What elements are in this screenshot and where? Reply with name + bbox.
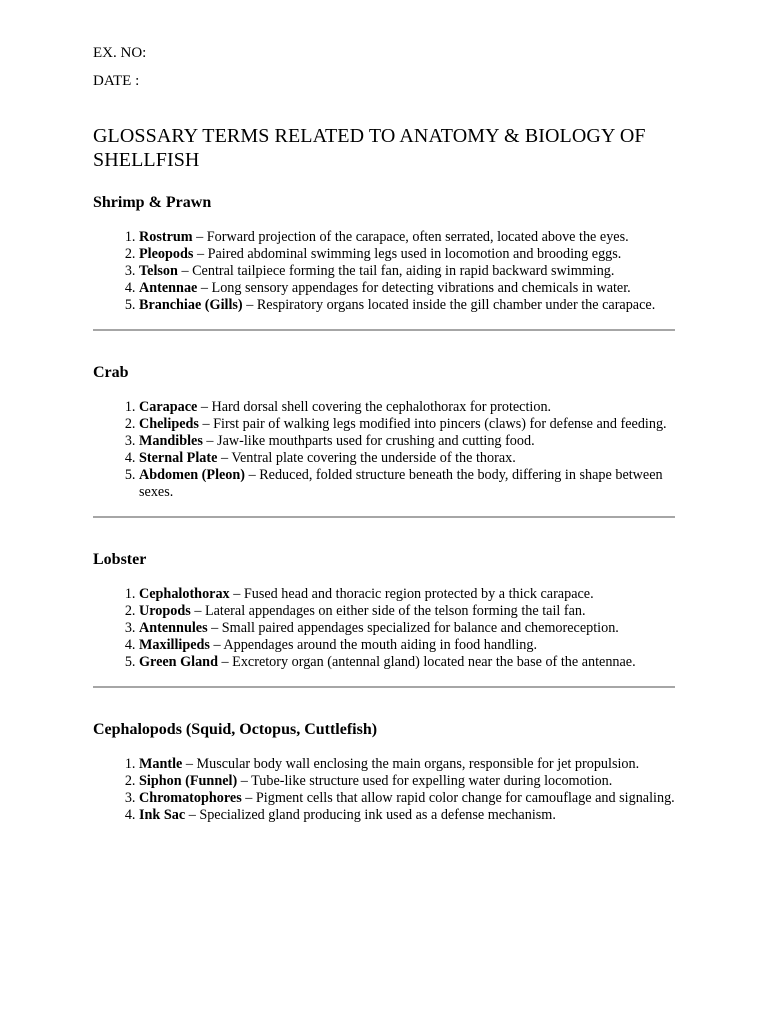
section-divider: [93, 686, 675, 688]
list-item: [139, 297, 675, 314]
list-item: [139, 450, 675, 467]
list-item: [139, 637, 675, 654]
term-name: Green Gland: [139, 654, 218, 670]
term-definition: – Fused head and thoracic region protected by a thick carapace.: [229, 586, 594, 602]
term-definition: – Muscular body wall enclosing the main organs, responsible for jet propulsion.: [182, 756, 640, 772]
list-item: [139, 654, 675, 671]
term-name: Branchiae (Gills): [139, 297, 243, 313]
list-item: [139, 586, 675, 603]
term-definition: – Pigment cells that allow rapid color change for camouflage and signaling.: [241, 790, 675, 806]
term-name: Antennules: [139, 620, 208, 636]
list-item: [139, 467, 675, 501]
term-name: Cephalothorax: [139, 586, 230, 602]
term-name: Chromatophores: [139, 790, 242, 806]
term-definition: – Appendages around the mouth aiding in food handling.: [209, 637, 537, 653]
list-item: [139, 603, 675, 620]
list-item: [139, 773, 675, 790]
section-divider: [93, 516, 675, 518]
section-heading: Crab: [93, 364, 129, 381]
list-item: [139, 433, 675, 450]
section-heading: Shrimp & Prawn: [93, 194, 212, 211]
exercise-number-label: EX. NO:: [93, 45, 147, 61]
term-definition: – Respiratory organs located inside the gill chamber under the carapace.: [242, 297, 656, 313]
list-item: [139, 399, 675, 416]
section-divider: [93, 329, 675, 331]
list-item: [139, 416, 675, 433]
term-definition: – Tube-like structure used for expelling water during locomotion.: [237, 773, 613, 789]
term-definition: – Excretory organ (antennal gland) located near the base of the antennae.: [217, 654, 636, 670]
list-item: [139, 229, 675, 246]
list-item: [139, 756, 675, 773]
document-title: GLOSSARY TERMS RELATED TO ANATOMY & BIOLOGY OF SHELLFISH: [93, 125, 646, 171]
term-definition: – Central tailpiece forming the tail fan, aiding in rapid backward swimming.: [177, 263, 615, 279]
section-lobster: [93, 550, 675, 671]
term-definition: – Paired abdominal swimming legs used in locomotion and brooding eggs.: [193, 246, 622, 262]
section-heading: Lobster: [93, 551, 147, 568]
term-definition: – Small paired appendages specialized for balance and chemoreception.: [207, 620, 619, 636]
term-name: Ink Sac: [139, 807, 186, 823]
term-name: Telson: [139, 263, 178, 279]
date-label: DATE :: [93, 73, 140, 89]
term-name: Mantle: [139, 756, 183, 772]
term-definition: – Hard dorsal shell covering the cephalothorax for protection.: [197, 399, 552, 415]
term-definition: – First pair of walking legs modified into pincers (claws) for defense and feeding.: [198, 416, 667, 432]
list-item: [139, 790, 675, 807]
list-item: [139, 620, 675, 637]
term-list: [93, 586, 675, 671]
term-name: Mandibles: [139, 433, 203, 449]
term-name: Sternal Plate: [139, 450, 218, 466]
term-name: Abdomen (Pleon): [139, 467, 246, 483]
list-item: [139, 807, 675, 824]
term-list: [93, 756, 675, 824]
section-shrimp-prawn: [93, 193, 675, 314]
term-list: [93, 399, 675, 501]
term-definition: – Forward projection of the carapace, often serrated, located above the eyes.: [192, 229, 629, 245]
term-name: Siphon (Funnel): [139, 773, 238, 789]
term-definition: – Long sensory appendages for detecting vibrations and chemicals in water.: [197, 280, 631, 296]
term-name: Pleopods: [139, 246, 194, 262]
term-definition: – Jaw-like mouthparts used for crushing and cutting food.: [202, 433, 535, 449]
section-heading: Cephalopods (Squid, Octopus, Cuttlefish): [93, 721, 378, 738]
term-name: Carapace: [139, 399, 198, 415]
term-list: [93, 229, 675, 314]
term-definition: – Specialized gland producing ink used as a defense mechanism.: [185, 807, 556, 823]
term-definition: – Lateral appendages on either side of the telson forming the tail fan.: [190, 603, 586, 619]
term-definition: – Reduced, folded structure beneath the body, differing in shape between sexes.: [139, 467, 663, 500]
list-item: [139, 280, 675, 297]
term-definition: – Ventral plate covering the underside of the thorax.: [217, 450, 516, 466]
term-name: Uropods: [139, 603, 191, 619]
section-cephalopods: [93, 720, 675, 824]
term-name: Chelipeds: [139, 416, 199, 432]
section-crab: [93, 363, 675, 501]
term-name: Antennae: [139, 280, 198, 296]
term-name: Rostrum: [139, 229, 193, 245]
term-name: Maxillipeds: [139, 637, 210, 653]
list-item: [139, 246, 675, 263]
list-item: [139, 263, 675, 280]
